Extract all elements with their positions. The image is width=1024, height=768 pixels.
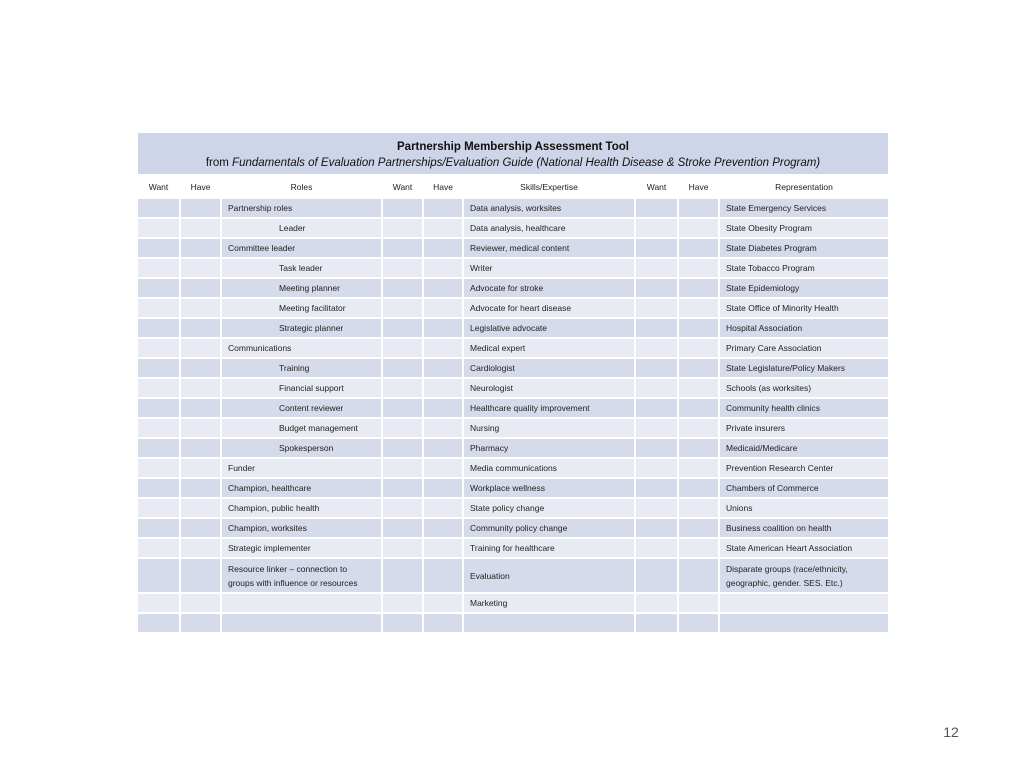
header-representation: Representation [719, 175, 889, 198]
role-have-cell[interactable] [180, 218, 221, 238]
skill-cell-text: Healthcare quality improvement [470, 403, 590, 413]
skill-cell [463, 198, 635, 218]
representation-cell-text: State Emergency Services [726, 203, 827, 213]
skill-cell-text: Training for healthcare [470, 543, 555, 553]
skill-want-cell[interactable] [382, 258, 423, 278]
role-cell [221, 378, 382, 398]
representation-cell [719, 558, 889, 593]
representation-have-cell[interactable] [678, 298, 719, 318]
role-cell-text: Financial support [279, 383, 344, 393]
role-want-cell[interactable] [137, 498, 180, 518]
skill-cell-text: Nursing [470, 423, 500, 433]
role-want-cell[interactable] [137, 358, 180, 378]
skill-want-cell[interactable] [382, 278, 423, 298]
role-have-cell[interactable] [180, 318, 221, 338]
table-row [137, 338, 889, 358]
role-have-cell[interactable] [180, 238, 221, 258]
table-row [137, 538, 889, 558]
role-cell [221, 558, 382, 593]
skill-have-cell[interactable] [423, 558, 463, 593]
skill-cell-text: Cardiologist [470, 363, 515, 373]
skill-have-cell[interactable] [423, 518, 463, 538]
representation-have-cell[interactable] [678, 258, 719, 278]
skill-cell [463, 438, 635, 458]
skill-want-cell[interactable] [382, 298, 423, 318]
skill-cell [463, 613, 635, 633]
representation-have-cell[interactable] [678, 218, 719, 238]
skill-have-cell[interactable] [423, 613, 463, 633]
role-want-cell[interactable] [137, 538, 180, 558]
role-want-cell[interactable] [137, 398, 180, 418]
table-row [137, 398, 889, 418]
header-skills: Skills/Expertise [463, 175, 635, 198]
skill-cell-text: Workplace wellness [470, 483, 545, 493]
representation-cell [719, 418, 889, 438]
role-have-cell[interactable] [180, 518, 221, 538]
skill-cell-text: Advocate for stroke [470, 283, 544, 293]
table-row [137, 318, 889, 338]
representation-have-cell[interactable] [678, 498, 719, 518]
skill-want-cell[interactable] [382, 593, 423, 613]
representation-cell [719, 593, 889, 613]
representation-want-cell[interactable] [635, 593, 678, 613]
skill-cell [463, 338, 635, 358]
table-row [137, 593, 889, 613]
skill-want-cell[interactable] [382, 498, 423, 518]
representation-want-cell[interactable] [635, 558, 678, 593]
header-roles: Roles [221, 175, 382, 198]
role-have-cell[interactable] [180, 298, 221, 318]
representation-want-cell[interactable] [635, 398, 678, 418]
role-cell-text: Task leader [279, 263, 323, 273]
skill-cell-text: Evaluation [470, 570, 510, 581]
table-row [137, 498, 889, 518]
table-subtitle [144, 155, 882, 172]
representation-want-cell[interactable] [635, 278, 678, 298]
representation-cell-text: State Legislature/Policy Makers [726, 363, 846, 373]
representation-have-cell[interactable] [678, 438, 719, 458]
role-have-cell[interactable] [180, 338, 221, 358]
role-want-cell[interactable] [137, 518, 180, 538]
skill-cell [463, 398, 635, 418]
skill-cell [463, 238, 635, 258]
role-have-cell[interactable] [180, 398, 221, 418]
representation-have-cell[interactable] [678, 318, 719, 338]
skill-want-cell[interactable] [382, 538, 423, 558]
representation-cell-text: State American Heart Association [726, 543, 853, 553]
role-want-cell[interactable] [137, 258, 180, 278]
role-cell-text: Training [279, 363, 310, 373]
skill-cell [463, 258, 635, 278]
representation-cell-text: State Epidemiology [726, 283, 800, 293]
role-cell-text: Meeting planner [279, 283, 340, 293]
skill-cell-text: Pharmacy [470, 443, 509, 453]
representation-have-cell[interactable] [678, 278, 719, 298]
header-row [137, 175, 889, 198]
role-cell [221, 498, 382, 518]
representation-cell [719, 358, 889, 378]
skill-want-cell[interactable] [382, 613, 423, 633]
skill-have-cell[interactable] [423, 438, 463, 458]
assessment-table [136, 131, 890, 634]
representation-want-cell[interactable] [635, 478, 678, 498]
representation-cell [719, 218, 889, 238]
representation-have-cell[interactable] [678, 398, 719, 418]
skill-want-cell[interactable] [382, 338, 423, 358]
page-number: 12 [943, 724, 959, 740]
representation-want-cell[interactable] [635, 378, 678, 398]
skill-want-cell[interactable] [382, 478, 423, 498]
role-have-cell[interactable] [180, 378, 221, 398]
representation-have-cell[interactable] [678, 538, 719, 558]
role-cell [221, 478, 382, 498]
role-want-cell[interactable] [137, 218, 180, 238]
skill-cell [463, 498, 635, 518]
role-have-cell[interactable] [180, 558, 221, 593]
table-title: Partnership Membership Assessment Tool [397, 140, 629, 153]
skill-cell [463, 478, 635, 498]
table-row [137, 378, 889, 398]
skill-have-cell[interactable] [423, 458, 463, 478]
role-have-cell[interactable] [180, 358, 221, 378]
representation-have-cell[interactable] [678, 418, 719, 438]
skill-have-cell[interactable] [423, 418, 463, 438]
role-want-cell[interactable] [137, 458, 180, 478]
representation-cell [719, 613, 889, 633]
skill-cell-text: Writer [470, 263, 493, 273]
skill-have-cell[interactable] [423, 338, 463, 358]
role-cell [221, 358, 382, 378]
role-want-cell[interactable] [137, 438, 180, 458]
table-row [137, 478, 889, 498]
role-want-cell[interactable] [137, 558, 180, 593]
skill-cell [463, 298, 635, 318]
representation-cell [719, 398, 889, 418]
table-row [137, 298, 889, 318]
skill-cell [463, 418, 635, 438]
skill-cell-text: Neurologist [470, 383, 513, 393]
representation-cell-text: State Diabetes Program [726, 243, 817, 253]
role-cell [221, 458, 382, 478]
skill-have-cell[interactable] [423, 358, 463, 378]
skill-cell-text: Marketing [470, 598, 508, 608]
representation-want-cell[interactable] [635, 258, 678, 278]
role-want-cell[interactable] [137, 278, 180, 298]
representation-cell [719, 538, 889, 558]
table-row [137, 558, 889, 593]
role-want-cell[interactable] [137, 593, 180, 613]
skill-cell [463, 378, 635, 398]
role-want-cell[interactable] [137, 318, 180, 338]
representation-cell [719, 318, 889, 338]
representation-want-cell[interactable] [635, 613, 678, 633]
representation-cell-text: Disparate groups (race/ethnicity, [726, 563, 848, 574]
header-have-roles: Have [180, 175, 221, 198]
header-have-skills: Have [423, 175, 463, 198]
role-cell-text: Meeting facilitator [279, 303, 346, 313]
representation-want-cell[interactable] [635, 298, 678, 318]
skill-have-cell[interactable] [423, 298, 463, 318]
role-cell-text: Champion, healthcare [228, 483, 312, 493]
representation-cell [719, 278, 889, 298]
skill-have-cell[interactable] [423, 198, 463, 218]
skill-have-cell[interactable] [423, 498, 463, 518]
role-cell [221, 398, 382, 418]
table-row [137, 238, 889, 258]
representation-cell-text: Schools (as worksites) [726, 383, 812, 393]
header-want-skills: Want [382, 175, 423, 198]
representation-want-cell[interactable] [635, 198, 678, 218]
role-cell [221, 318, 382, 338]
skill-cell [463, 318, 635, 338]
table-row [137, 518, 889, 538]
table-row [137, 358, 889, 378]
role-cell [221, 418, 382, 438]
skill-want-cell[interactable] [382, 558, 423, 593]
representation-cell-text-line2: geographic, gender. SES. Etc.) [726, 577, 843, 588]
representation-have-cell[interactable] [678, 478, 719, 498]
representation-have-cell[interactable] [678, 613, 719, 633]
role-have-cell[interactable] [180, 418, 221, 438]
skill-cell [463, 538, 635, 558]
skill-cell [463, 593, 635, 613]
representation-cell [719, 478, 889, 498]
representation-have-cell[interactable] [678, 358, 719, 378]
skill-have-cell[interactable] [423, 278, 463, 298]
representation-want-cell[interactable] [635, 218, 678, 238]
role-want-cell[interactable] [137, 478, 180, 498]
role-cell-text: Leader [279, 223, 306, 233]
representation-cell [719, 338, 889, 358]
representation-cell-text: Medicaid/Medicare [726, 443, 798, 453]
skill-want-cell[interactable] [382, 238, 423, 258]
role-have-cell[interactable] [180, 593, 221, 613]
skill-cell-text: Media communications [470, 463, 557, 473]
representation-want-cell[interactable] [635, 498, 678, 518]
role-cell [221, 613, 382, 633]
role-cell-text: Strategic implementer [228, 543, 311, 553]
representation-cell-text: Business coalition on health [726, 523, 832, 533]
representation-have-cell[interactable] [678, 378, 719, 398]
representation-want-cell[interactable] [635, 238, 678, 258]
skill-cell [463, 278, 635, 298]
skill-want-cell[interactable] [382, 318, 423, 338]
representation-want-cell[interactable] [635, 318, 678, 338]
skill-have-cell[interactable] [423, 238, 463, 258]
representation-cell-text: State Tobacco Program [726, 263, 815, 273]
role-want-cell[interactable] [137, 418, 180, 438]
role-have-cell[interactable] [180, 458, 221, 478]
skill-have-cell[interactable] [423, 378, 463, 398]
skill-have-cell[interactable] [423, 398, 463, 418]
skill-cell [463, 518, 635, 538]
role-have-cell[interactable] [180, 438, 221, 458]
representation-cell [719, 438, 889, 458]
skill-cell [463, 558, 635, 593]
role-cell [221, 338, 382, 358]
skill-cell [463, 458, 635, 478]
header-want-representation: Want [635, 175, 678, 198]
skill-want-cell[interactable] [382, 398, 423, 418]
skill-cell-text: State policy change [470, 503, 545, 513]
representation-have-cell[interactable] [678, 198, 719, 218]
skill-have-cell[interactable] [423, 538, 463, 558]
skill-want-cell[interactable] [382, 418, 423, 438]
representation-want-cell[interactable] [635, 538, 678, 558]
skill-cell-text: Data analysis, worksites [470, 203, 562, 213]
representation-cell-text: Unions [726, 503, 753, 513]
role-cell-text: Resource linker – connection to [228, 563, 348, 574]
role-want-cell[interactable] [137, 338, 180, 358]
role-cell-text: Content reviewer [279, 403, 344, 413]
role-have-cell[interactable] [180, 498, 221, 518]
role-cell-text: Spokesperson [279, 443, 334, 453]
representation-cell [719, 518, 889, 538]
table-row [137, 613, 889, 633]
representation-cell-text: Private insurers [726, 423, 786, 433]
skill-cell-text: Advocate for heart disease [470, 303, 572, 313]
skill-cell [463, 218, 635, 238]
role-cell [221, 538, 382, 558]
representation-have-cell[interactable] [678, 458, 719, 478]
role-cell [221, 218, 382, 238]
skill-have-cell[interactable] [423, 258, 463, 278]
skill-want-cell[interactable] [382, 378, 423, 398]
representation-want-cell[interactable] [635, 518, 678, 538]
skill-want-cell[interactable] [382, 518, 423, 538]
role-have-cell[interactable] [180, 198, 221, 218]
representation-want-cell[interactable] [635, 338, 678, 358]
role-want-cell[interactable] [137, 298, 180, 318]
table-row [137, 418, 889, 438]
role-cell-text: Partnership roles [228, 203, 293, 213]
skill-want-cell[interactable] [382, 198, 423, 218]
skill-cell-text: Data analysis, healthcare [470, 223, 566, 233]
representation-cell [719, 498, 889, 518]
representation-cell [719, 378, 889, 398]
skill-want-cell[interactable] [382, 438, 423, 458]
role-want-cell[interactable] [137, 613, 180, 633]
table-row [137, 218, 889, 238]
skill-want-cell[interactable] [382, 358, 423, 378]
representation-cell-text: Prevention Research Center [726, 463, 834, 473]
skill-cell-text: Community policy change [470, 523, 568, 533]
table-title-cell [137, 132, 889, 175]
representation-cell [719, 258, 889, 278]
skill-cell-text: Reviewer, medical content [470, 243, 570, 253]
skill-have-cell[interactable] [423, 593, 463, 613]
skill-have-cell[interactable] [423, 478, 463, 498]
subtitle-prefix: from [205, 156, 233, 169]
role-have-cell[interactable] [180, 278, 221, 298]
representation-have-cell[interactable] [678, 518, 719, 538]
role-cell-text: Communications [228, 343, 292, 353]
role-cell-text: Champion, public health [228, 503, 320, 513]
representation-have-cell[interactable] [678, 338, 719, 358]
representation-have-cell[interactable] [678, 238, 719, 258]
role-cell [221, 258, 382, 278]
role-want-cell[interactable] [137, 238, 180, 258]
skill-want-cell[interactable] [382, 458, 423, 478]
role-cell [221, 238, 382, 258]
representation-cell [719, 298, 889, 318]
representation-have-cell[interactable] [678, 593, 719, 613]
representation-have-cell[interactable] [678, 558, 719, 593]
role-have-cell[interactable] [180, 613, 221, 633]
table-row [137, 198, 889, 218]
role-cell [221, 198, 382, 218]
representation-want-cell[interactable] [635, 438, 678, 458]
representation-cell-text: Community health clinics [726, 403, 821, 413]
representation-want-cell[interactable] [635, 418, 678, 438]
role-cell [221, 298, 382, 318]
representation-want-cell[interactable] [635, 458, 678, 478]
role-want-cell[interactable] [137, 198, 180, 218]
role-cell-text: Strategic planner [279, 323, 344, 333]
table-row [137, 438, 889, 458]
role-cell [221, 278, 382, 298]
subtitle-source: Fundamentals of Evaluation Partnerships/Evaluation Guide (National Health Disease & Stroke Prevention Program) [232, 156, 821, 169]
table-row [137, 458, 889, 478]
role-cell-text: Champion, worksites [228, 523, 307, 533]
skill-cell-text: Medical expert [470, 343, 526, 353]
role-cell-text-line2: groups with influence or resources [228, 577, 358, 588]
table-row [137, 258, 889, 278]
representation-cell-text: Primary Care Association [726, 343, 822, 353]
role-cell [221, 438, 382, 458]
header-want-roles: Want [137, 175, 180, 198]
skill-want-cell[interactable] [382, 218, 423, 238]
skill-cell-text: Legislative advocate [470, 323, 548, 333]
skill-have-cell[interactable] [423, 318, 463, 338]
role-cell [221, 518, 382, 538]
role-cell-text: Funder [228, 463, 255, 473]
role-have-cell[interactable] [180, 478, 221, 498]
role-cell [221, 593, 382, 613]
representation-cell [719, 238, 889, 258]
skill-have-cell[interactable] [423, 218, 463, 238]
role-have-cell[interactable] [180, 258, 221, 278]
representation-cell-text: State Obesity Program [726, 223, 812, 233]
table-row [137, 278, 889, 298]
representation-cell-text: Hospital Association [726, 323, 803, 333]
representation-want-cell[interactable] [635, 358, 678, 378]
representation-cell [719, 458, 889, 478]
representation-cell [719, 198, 889, 218]
header-have-representation: Have [678, 175, 719, 198]
role-want-cell[interactable] [137, 378, 180, 398]
representation-cell-text: State Office of Minority Health [726, 303, 839, 313]
role-have-cell[interactable] [180, 538, 221, 558]
skill-cell [463, 358, 635, 378]
representation-cell-text: Chambers of Commerce [726, 483, 819, 493]
role-cell-text: Committee leader [228, 243, 296, 253]
role-cell-text: Budget management [279, 423, 358, 433]
